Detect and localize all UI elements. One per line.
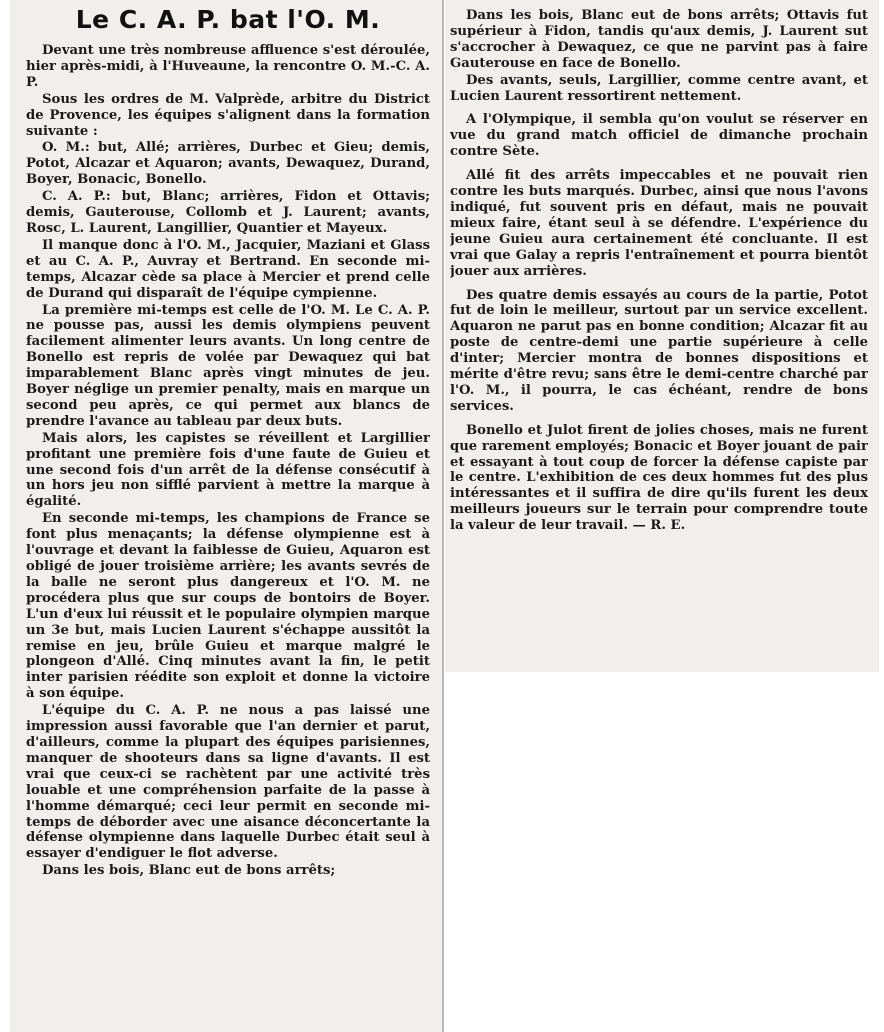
paragraph-attackers: Bonello et Julot firent de jolies choses, mais ne furent que rarement employés; Bonacic et Boyer jouant de pair et essayant à tout coup de forcer la défense capiste par le centre. L'exhibition de ces deux hommes fut des plus intéressantes et il suffira de dire qu'ils furent les deux meilleurs joueurs sur le terrain pour comprendre toute la valeur de leur travail. — R. E. [450,422,868,534]
article-right-column [450,8,868,670]
article-left-column [26,4,430,1032]
paragraph-second-half: En seconde mi-temps, les champions de France se font plus menaçants; la défense olympienne est à l'ouvrage et devant la faiblesse de Guieu, Aquaron est obligé de jouer troisième arrière; les avants sevrés de la balle ne seront plus dangereux et l'O. M. ne procédera plus que sur coups de bontoirs de Boyer. L'un d'eux lui réussit et le populaire olympien marque un 3e but, mais Lucien Laurent s'échappe aussitôt la remise en jeu, brûle Guieu et marque malgré le plongeon d'Allé. Cinq minutes avant la fin, le petit inter parisien réédite son exploit et donne la victoire à son équipe. [26,511,430,702]
paragraph-olympique: A l'Olympique, il sembla qu'on voulut se réserver en vue du grand match officiel de dimanche prochain contre Sète. [450,112,868,160]
paragraph-goalkeeper: Allé fit des arrêts impeccables et ne pouvait rien contre les buts marqués. Durbec, ainsi que nous l'avons indiqué, fut souvent pris en défaut, mais ne pouvait mieux faire, étant seul à se défendre. L'expérience du jeune Guieu aura certainement été concluante. Il est vrai que Galay a repris l'entraînement et pourra bientôt jouer aux arrières. [450,168,868,279]
paragraph-cut-off-line: Dans les bois, Blanc eut de bons arrêts; [42,863,336,879]
paragraph-midfield: Des quatre demis essayés au cours de la partie, Potot fut de loin le meilleur, surtout par un service excellent. Aquaron ne parut pas en bonne condition; Alcazar fit au poste de centre-demi une partie supérieure à celle d'inter; Mercier montra de bonnes dispositions et mérite d'être revu; sans être le demi-centre charché par l'O. M., il pourra, le cas échéant, rendre de bons services. [450,287,868,414]
paragraph-attendance: Devant une très nombreuse affluence s'est déroulée, hier après-midi, à l'Huveaune, la rencontre O. M.-C. A. P. [26,43,430,90]
column-divider [442,0,444,1032]
paragraph-forwards: Des avants, seuls, Largillier, comme centre avant, et Lucien Laurent ressortirent nettement. [450,72,868,104]
paragraph-defense: Dans les bois, Blanc eut de bons arrêts; Ottavis fut supérieur à Fidon, tandis qu'aux demis, J. Laurent sut s'accrocher à Dewaquez, ce que ne parvint pas à faire Gauterouse en face de Bonello. [450,8,868,71]
paragraph-cap-assessment: L'équipe du C. A. P. ne nous a pas laissé une impression aussi favorable que l'an dernier et parut, d'ailleurs, comme la plupart des équipes parisiennes, manquer de shooteurs dans sa ligne d'avants. Il est vrai que ceux-ci se rachètent par une activité très louable et une compréhension parfaite de la passe à l'homme démarqué; ceci leur permit en seconde mi-temps de déborder avec une aisance déconcertante la défense olympienne dans laquelle Durbec était seul à essayer d'endiguer le flot adverse. [26,703,430,862]
paragraph-cap-lineup: C. A. P.: but, Blanc; arrières, Fidon et Ottavis; demis, Gauterouse, Collomb et J. Laurent; avants, Rosc, L. Laurent, Langillier, Quantier et Mayeux. [26,189,430,236]
paragraph-first-half: La première mi-temps est celle de l'O. M. Le C. A. P. ne pousse pas, aussi les demis olympiens peuvent facilement alimenter leurs avants. Un long centre de Bonello est repris de volée par Dewaquez qui bat imparablement Blanc après vingt minutes de jeu. Boyer néglige un premier penalty, mais en marque un second peu après, ce qui permet aux blancs de prendre l'avance au tableau par deux buts. [26,302,430,429]
paragraph-referee: Sous les ordres de M. Valprède, arbitre du District de Provence, les équipes s'alignent dans la formation suivante : [26,91,430,139]
article-headline: Le C. A. P. bat l'O. M. [75,5,381,34]
paragraph-om-lineup: O. M.: but, Allé; arrières, Durbec et Gieu; demis, Potot, Alcazar et Aquaron; avants, Dewaquez, Durand, Boyer, Bonacic, Bonello. [26,140,430,188]
paragraph-absences: Il manque donc à l'O. M., Jacquier, Maziani et Glass et au C. A. P., Auvray et Bertrand. En seconde mi-temps, Alcazar cède sa place à Mercier et prend celle de Durand qui disparaît de l'équipe cympienne. [26,237,430,301]
paragraph-equalizer: Mais alors, les capistes se réveillent et Largillier profitant une première fois d'une faute de Guieu et une second fois d'un arrêt de la défense consécutif à un hors jeu non sifflé parvient à mettre la marque à égalité. [26,430,430,510]
